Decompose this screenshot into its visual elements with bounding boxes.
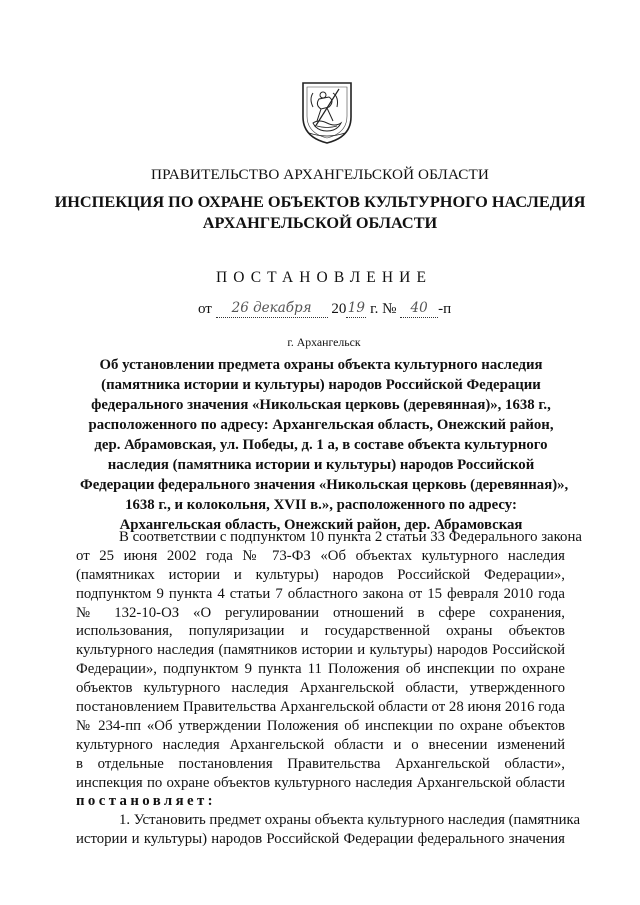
body-line: подпунктом 9 пункта 4 статьи 7 областного закона от 15 февраля 2010 года [76,585,565,602]
decree-title [80,355,569,535]
item-1-line: 1. Установить предмет охраны объекта культурного наследия (памятника [119,812,581,829]
item-1-line: истории и культуры) народов Российской Федерации федерального значения [76,831,565,848]
title-line: Об установлении предмета охраны объекта культурного наследия [99,357,543,373]
body-line: № 132-10-ОЗ «О регулировании отношений в сфере сохранения, [76,604,565,621]
title-line: Архангельская область, Онежский район, дер. Абрамовская [119,517,523,533]
year-number-label: г. № [370,301,397,317]
title-line: федерального значения «Никольская церковь (деревянная)», 1638 г., [91,397,551,413]
body-line: культурного наследия Архангельской области и о внесении изменений [76,736,565,753]
resolves-word: постановляет: [76,793,216,810]
body-line: инспекция по охране объектов культурного наследия Архангельской области [76,774,565,791]
document-type: ПОСТАНОВЛЕНИЕ [215,269,433,286]
title-line: дер. Абрамовская, ул. Победы, д. 1 а, в составе объекта культурного [94,437,548,453]
body-line: (памятниках истории и культуры) народов Российской Федерации», [76,566,565,583]
title-line: (памятника истории и культуры) народов Российской Федерации [101,377,541,393]
title-line: Федерации федерального значения «Никольская церковь (деревянная)», [80,477,569,493]
coat-of-arms-icon [299,79,355,145]
date-prefix: от [198,301,212,317]
handwritten-year: 19 [347,300,365,316]
title-line: расположенного по адресу: Архангельская область, Онежский район, [88,417,554,433]
city: г. Архангельск [287,335,361,349]
inspection-name-line-2: АРХАНГЕЛЬСКОЙ ОБЛАСТИ [202,213,438,232]
title-line: наследия (памятника истории и культуры) народов Российской [107,457,535,473]
title-line: 1638 г., и колокольня, XVII в.», расположенного по адресу: [125,497,517,513]
decree-body [76,528,582,849]
inspection-name-line-1: ИНСПЕКЦИЯ ПО ОХРАНЕ ОБЪЕКТОВ КУЛЬТУРНОГО НАСЛЕДИЯ [54,192,586,211]
body-line: культурного наследия (памятников истории и культуры) народов Российской [76,642,565,659]
handwritten-date: 26 декабря [216,300,328,318]
government-name: ПРАВИТЕЛЬСТВО АРХАНГЕЛЬСКОЙ ОБЛАСТИ [151,166,489,183]
number-suffix: -п [438,301,452,317]
body-line: использования, популяризации и государственной охраны объектов [76,623,565,640]
body-line: № 234-пп «Об утверждении Положения об инспекции по охране объектов [76,717,565,734]
body-line: объектов культурного наследия Архангельской области, утвержденного [76,680,565,697]
body-line: в отдельные постановления Правительства Архангельской области», [76,755,565,772]
year-prefix: 20 [331,301,347,317]
body-line: от 25 июня 2002 года № 73-ФЗ «Об объектах культурного наследия [76,547,565,564]
body-line: В соответствии с подпунктом 10 пункта 2 статьи 33 Федерального закона [119,529,582,545]
body-line: постановлением Правительства Архангельской области от 28 июня 2016 года [76,699,565,716]
body-line: Федерации», подпунктом 9 пункта 11 Положения об инспекции по охране [76,661,565,678]
handwritten-number: 40 [400,300,438,318]
date-number-line [198,300,451,322]
resolves-line [76,792,565,811]
